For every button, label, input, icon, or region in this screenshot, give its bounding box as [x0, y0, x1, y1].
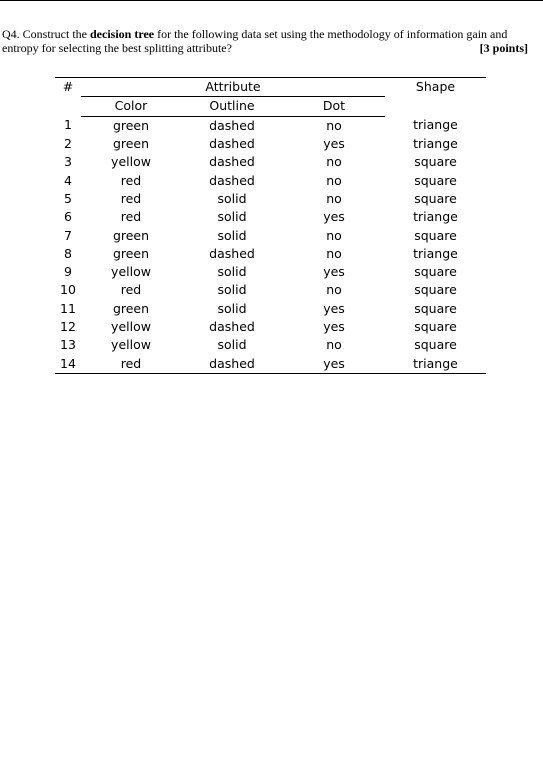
cell-color: green [112, 136, 150, 152]
cell-dot: yes [323, 319, 345, 334]
cell-shape: triange [413, 117, 458, 133]
cell-outline: dashed [209, 319, 255, 334]
cell-num: 2 [64, 136, 72, 152]
question-prefix: Q4. Construct the [2, 27, 90, 41]
question-line-1 [2, 27, 530, 41]
cell-dot: yes [283, 354, 385, 373]
table-row [55, 226, 486, 244]
cell-dot: no [326, 117, 342, 133]
question-line2-text: entropy for selecting the best splitting attribute? [2, 41, 232, 55]
header-color: Color [81, 97, 181, 116]
cell-num: 3 [64, 154, 72, 170]
table-row [55, 300, 486, 318]
table-row [55, 281, 486, 299]
cell-color: red [120, 190, 142, 206]
header-attribute-group: Attribute [81, 78, 385, 97]
cell-outline: dashed [209, 245, 255, 261]
cell-dot: yes [323, 300, 345, 316]
cell-outline: solid [217, 300, 247, 316]
cell-color: red [120, 172, 142, 188]
header-shape: Shape [385, 78, 486, 117]
cell-shape: square [414, 154, 457, 170]
table-row [55, 171, 486, 189]
cell-dot: yes [323, 209, 345, 225]
question-line-2 [2, 41, 530, 55]
cell-dot: no [326, 154, 342, 170]
cell-outline: solid [217, 190, 247, 206]
cell-shape: triange [413, 245, 458, 261]
cell-color: red [120, 209, 142, 225]
header-outline: Outline [181, 97, 283, 116]
cell-shape: square [414, 172, 457, 188]
table-row [55, 153, 486, 171]
cell-dot: yes [323, 264, 345, 280]
cell-color: yellow [111, 154, 151, 170]
question-text [2, 27, 530, 55]
cell-shape: square [414, 190, 457, 206]
dataset-table [55, 77, 486, 374]
table-row [55, 116, 486, 135]
table-row [55, 318, 486, 336]
table-header-row-1 [55, 78, 486, 97]
cell-outline: solid [217, 209, 247, 225]
cell-outline: solid [217, 227, 247, 243]
cell-color: yellow [111, 319, 151, 334]
cell-dot: no [326, 227, 342, 243]
points-label: [3 points] [479, 41, 528, 55]
cell-shape: square [414, 319, 457, 334]
cell-num: 12 [60, 319, 76, 334]
cell-shape: triange [385, 354, 486, 373]
table-row [55, 245, 486, 263]
cell-num: 5 [64, 190, 72, 206]
cell-dot: no [326, 337, 342, 353]
cell-color: red [120, 282, 142, 298]
header-num: # [55, 78, 81, 117]
cell-color: red [81, 354, 181, 373]
cell-num: 1 [64, 117, 72, 133]
cell-dot: no [326, 282, 342, 298]
cell-num: 4 [64, 172, 72, 188]
question-bold-term: decision tree [90, 27, 155, 41]
table-row [55, 135, 486, 153]
cell-shape: triange [413, 209, 458, 225]
page-top-border [0, 0, 543, 1]
cell-num: 8 [64, 245, 72, 261]
cell-num: 13 [60, 337, 76, 353]
cell-num: 11 [60, 300, 76, 316]
cell-shape: triange [413, 136, 458, 152]
cell-outline: solid [217, 337, 247, 353]
cell-color: green [112, 300, 150, 316]
cell-dot: no [326, 245, 342, 261]
cell-num: 14 [55, 354, 81, 373]
cell-outline: dashed [209, 117, 255, 133]
cell-num: 10 [60, 282, 76, 298]
cell-shape: square [414, 300, 457, 316]
cell-shape: square [414, 282, 457, 298]
table-row [55, 336, 486, 354]
cell-shape: square [414, 227, 457, 243]
cell-num: 9 [64, 264, 72, 280]
cell-dot: no [326, 190, 342, 206]
cell-color: yellow [111, 264, 151, 280]
cell-shape: square [414, 337, 457, 353]
question-line1-suffix: for the following data set using the methodology of information gain and [154, 27, 508, 41]
header-dot: Dot [283, 97, 385, 116]
cell-color: green [112, 117, 150, 133]
table-row [55, 208, 486, 226]
cell-num: 6 [64, 209, 72, 225]
table-row [55, 190, 486, 208]
table-row [55, 263, 486, 281]
cell-outline: solid [217, 282, 247, 298]
cell-color: green [112, 227, 150, 243]
cell-color: green [112, 245, 150, 261]
cell-dot: yes [323, 136, 345, 152]
cell-shape: square [414, 264, 457, 280]
cell-dot: no [326, 172, 342, 188]
cell-outline: dashed [209, 154, 255, 170]
table-row [55, 354, 486, 373]
cell-num: 7 [64, 227, 72, 243]
cell-outline: dashed [181, 354, 283, 373]
cell-color: yellow [111, 337, 151, 353]
table-body [55, 116, 486, 373]
cell-outline: dashed [209, 172, 255, 188]
cell-outline: solid [217, 264, 247, 280]
cell-outline: dashed [209, 136, 255, 152]
